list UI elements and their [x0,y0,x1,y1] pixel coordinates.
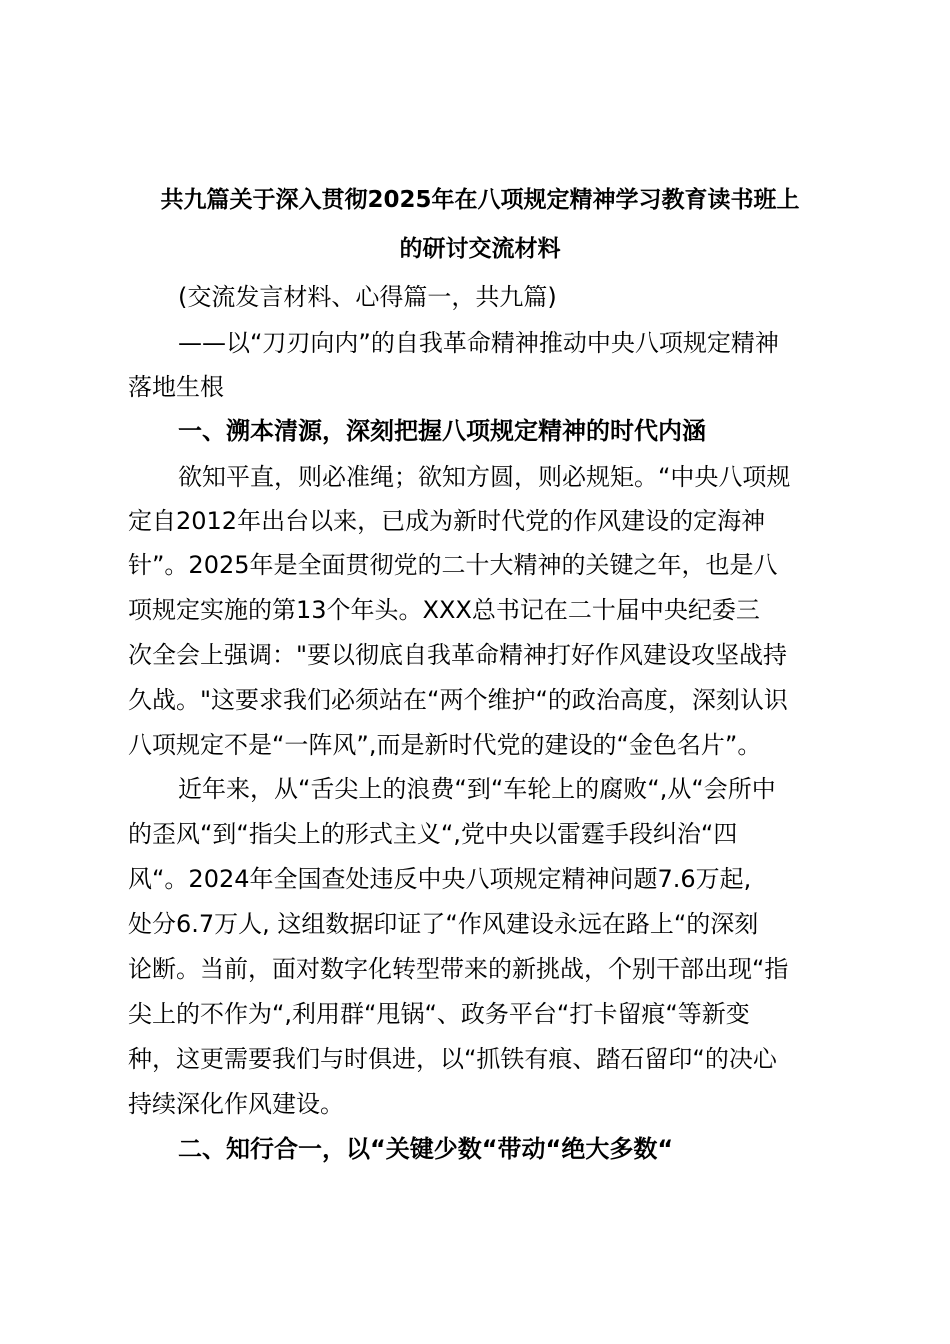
theme-line-2: 落地生根 [128,373,224,401]
paragraph-2-line-5: 论断。当前，面对数字化转型带来的新挑战，个别干部出现“指 [128,955,789,983]
paragraph-2-line-2: 的歪风“到“指尖上的形式主义“,党中央以雷霆手段纠治“四 [128,820,738,848]
document-title-line-1: 共九篇关于深入贯彻2025年在八项规定精神学习教育读书班上 [160,187,800,213]
paragraph-1-line-6: 久战。"这要求我们必须站在“两个维护“的政治高度，深刻认识 [128,686,788,714]
paragraph-2-line-1: 近年来，从“舌尖上的浪费“到“车轮上的腐败“,从“会所中 [178,775,776,803]
theme-line-1: ——以“刀刃向内”的自我革命精神推动中央八项规定精神 [178,329,779,357]
paragraph-2-line-4: 处分6.7万人, 这组数据印证了“作风建设永远在路上“的深刻 [128,910,759,938]
paragraph-1-line-2: 定自2012年出台以来，已成为新时代党的作风建设的定海神 [128,507,766,535]
document-title-line-2: 的研讨交流材料 [399,236,561,262]
document-subtitle: (交流发言材料、心得篇一，共九篇) [178,283,557,311]
paragraph-1-line-3: 针”。2025年是全面贯彻党的二十大精神的关键之年，也是八 [128,551,778,579]
paragraph-2-line-8: 持续深化作风建设。 [128,1090,344,1118]
section-1-heading: 一、溯本清源，深刻把握八项规定精神的时代内涵 [178,417,706,445]
section-2-heading: 二、知行合一，以“关键少数“带动“绝大多数“ [178,1135,674,1163]
paragraph-2-line-6: 尖上的不作为“,利用群“甩锅“、政务平台“打卡留痕“等新变 [128,1000,750,1028]
paragraph-1-line-1: 欲知平直，则必准绳；欲知方圆，则必规矩。“中央八项规 [178,463,791,491]
paragraph-1-line-5: 次全会上强调："要以彻底自我革命精神打好作风建设攻坚战持 [128,641,788,669]
paragraph-2-line-3: 风“。2024年全国查处违反中央八项规定精神问题7.6万起, [128,865,752,893]
paragraph-1-line-4: 项规定实施的第13个年头。XXX总书记在二十届中央纪委三 [128,596,760,624]
paragraph-1-line-7: 八项规定不是“一阵风”,而是新时代党的建设的“金色名片”。 [128,731,762,759]
paragraph-2-line-7: 种，这更需要我们与时俱进，以“抓铁有痕、踏石留印“的决心 [128,1045,777,1073]
